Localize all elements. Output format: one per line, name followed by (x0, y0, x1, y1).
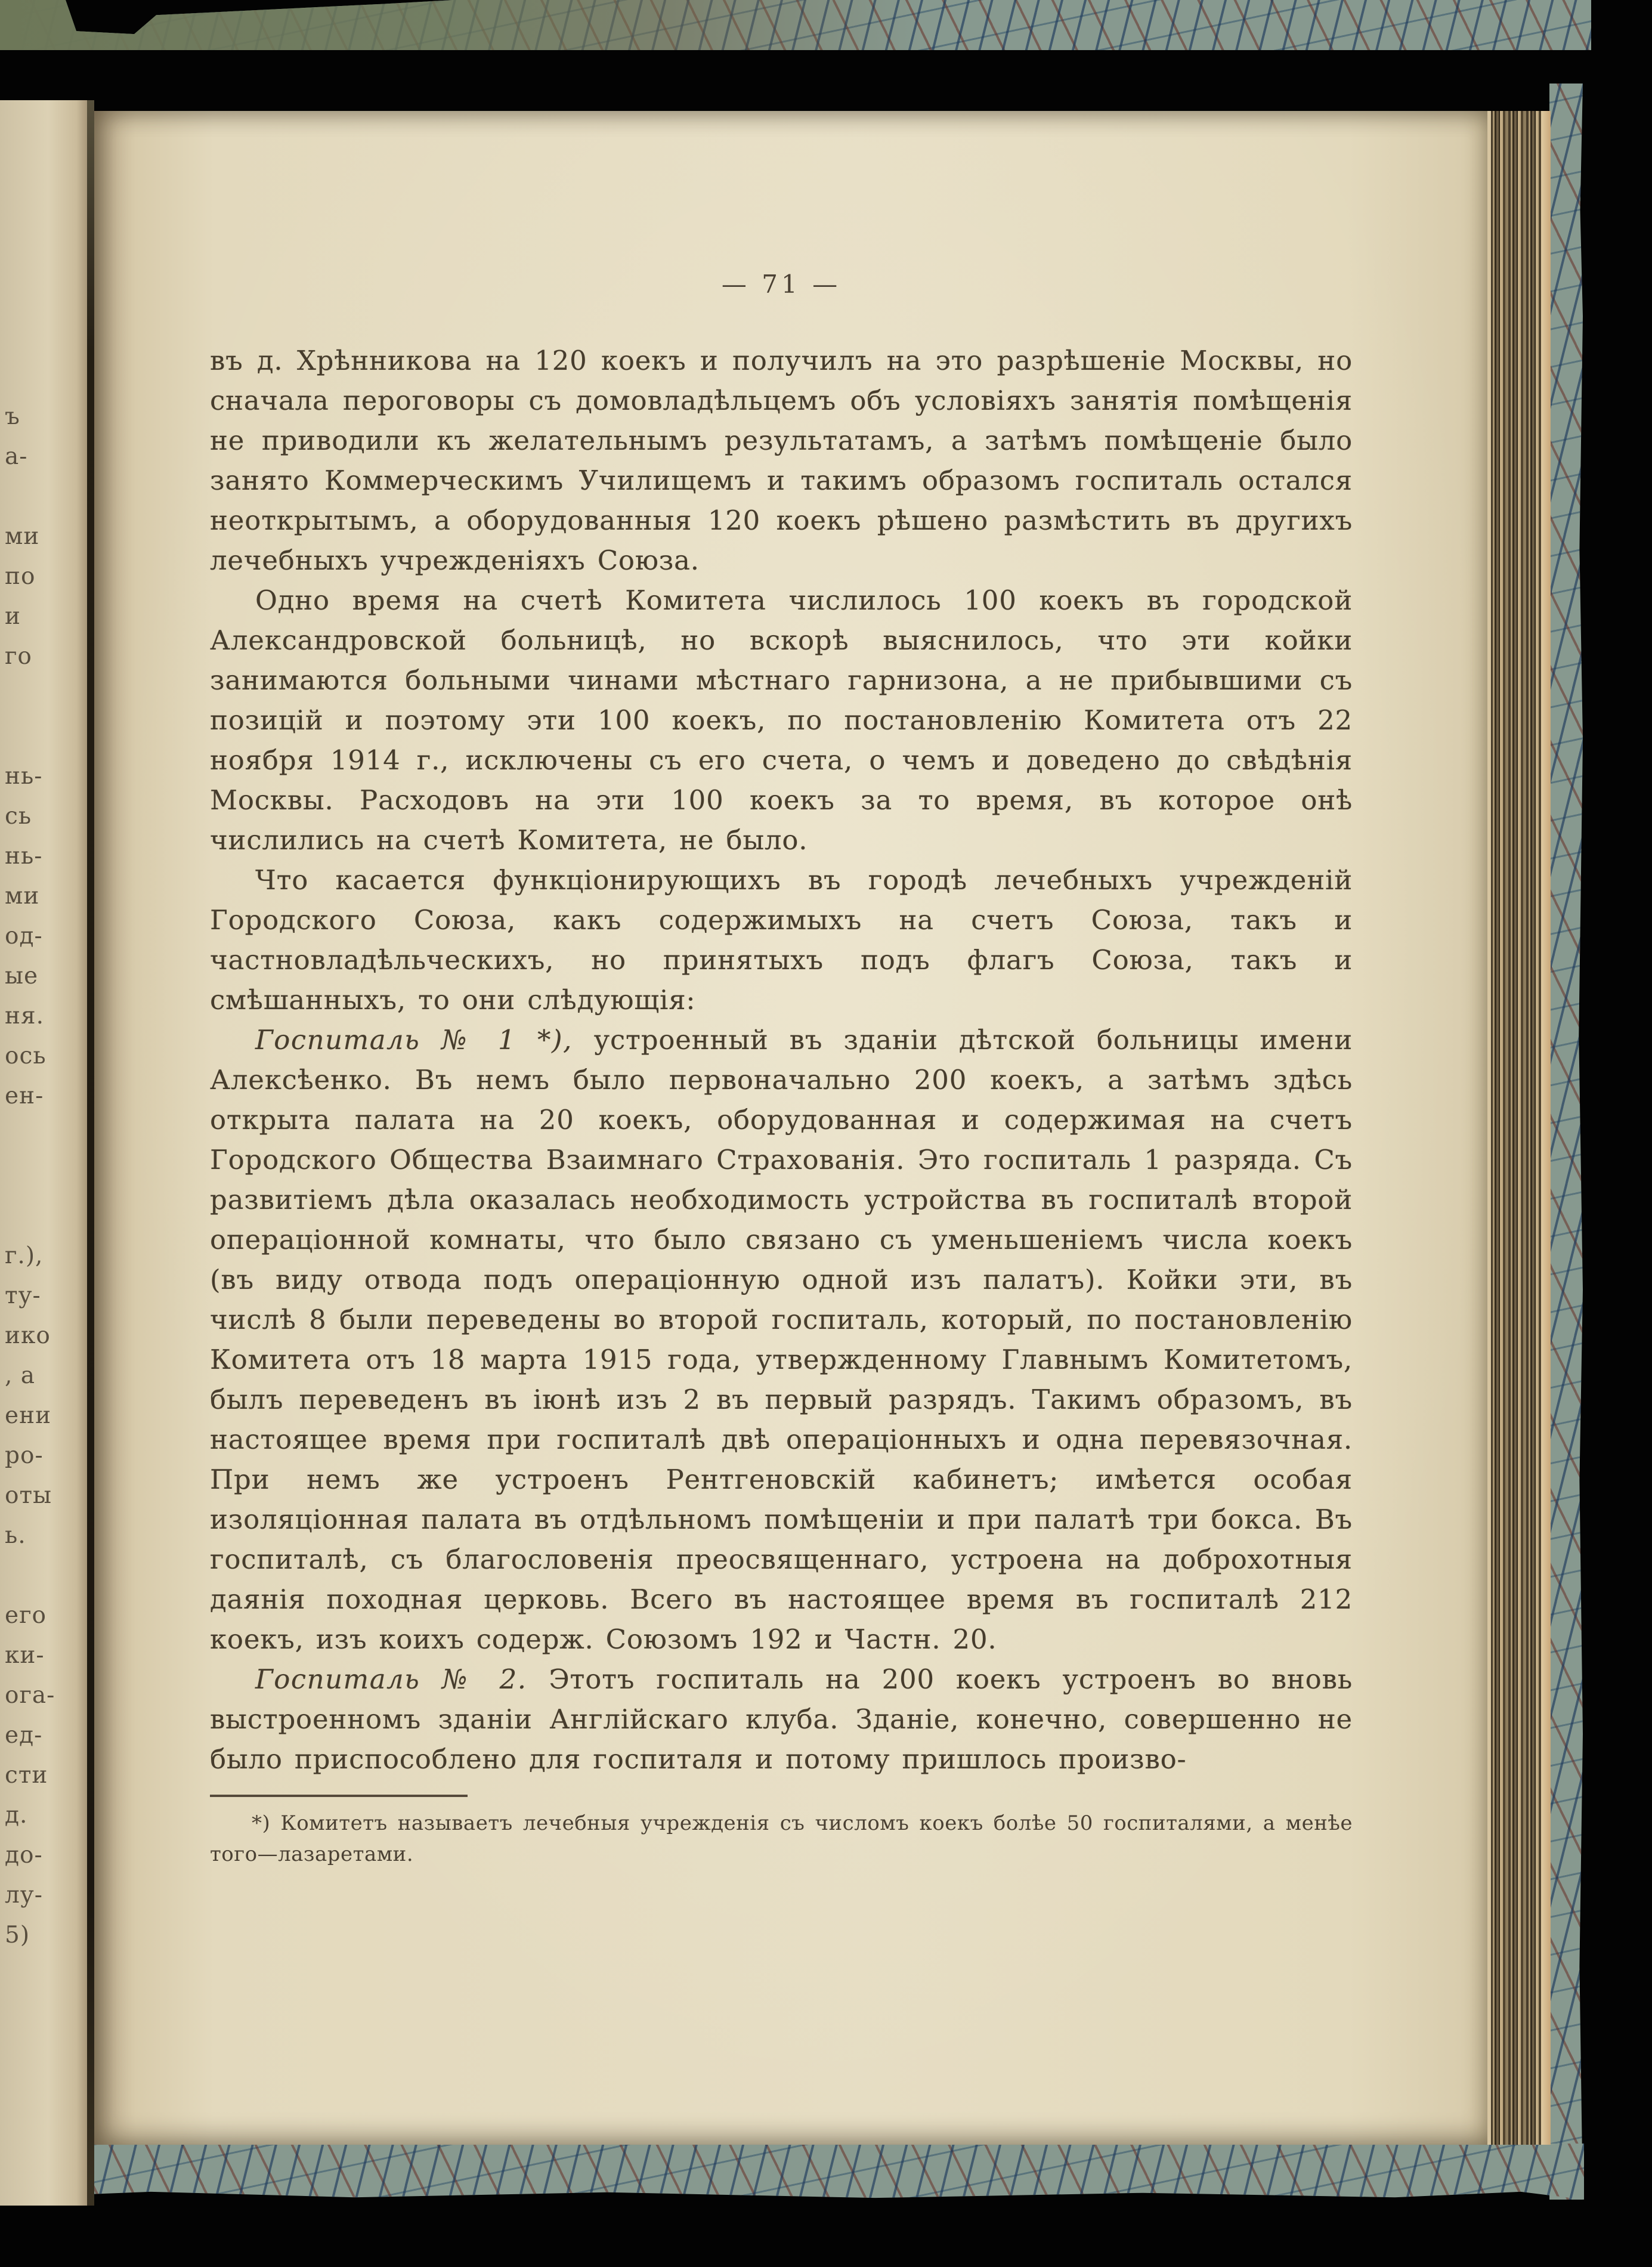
facing-page-text-fragment: нь- (5, 843, 43, 870)
facing-page-text-fragment: ед- (5, 1722, 43, 1749)
text-column (210, 270, 1353, 1870)
facing-page-text-fragment (0, 1555, 87, 1595)
facing-page-text-fragment (0, 676, 87, 716)
facing-page-text-fragment: ось (5, 1043, 47, 1069)
book-page (94, 111, 1487, 2145)
book-cover-bottom-edge (8, 2144, 1584, 2200)
book-cover-right-edge (1549, 83, 1583, 2200)
facing-page-text-fragment: ени (5, 1402, 52, 1429)
paragraph-lead-italic: Госпиталь № 1 *), (255, 1024, 594, 1056)
facing-page-text-fragment: г.), (5, 1242, 44, 1269)
facing-page-sliver (0, 100, 87, 2206)
paragraph: Что касается функціонирующихъ въ городѣ лечебныхъ учрежденій Городского Союза, какъ содержимыхъ на счетъ Союза, такъ и частновладѣльческихъ, но принятыхъ подъ флагъ Союза, такъ и смѣшанныхъ, то они слѣдующія: (210, 864, 1353, 1016)
facing-page-fragments (0, 397, 87, 1955)
facing-page-text-fragment: ъ (5, 403, 20, 430)
paragraph-lead-italic: Госпиталь № 2. (255, 1663, 549, 1695)
footnote-divider (210, 1795, 468, 1797)
facing-page-text-fragment: ту- (5, 1282, 41, 1309)
facing-page-text-fragment: нь- (5, 763, 43, 790)
page-number: — 71 — (721, 270, 842, 299)
facing-page-text-fragment: ога- (5, 1682, 55, 1709)
facing-page-text-fragment: а- (5, 443, 28, 470)
facing-page-text-fragment: ми (5, 883, 40, 910)
facing-page-text-fragment: од- (5, 923, 43, 950)
facing-page-text-fragment: ки- (5, 1642, 45, 1669)
facing-page-text-fragment (0, 477, 87, 517)
facing-page-text-fragment (0, 716, 87, 756)
facing-page-text-fragment: лу- (5, 1882, 43, 1909)
paragraph: въ д. Хрѣнникова на 120 коекъ и получилъ на это разрѣшеніе Москвы, но сначала пероговоры съ домовладѣльцемъ объ условіяхъ занятія помѣщенія не приводили къ желательнымъ результатамъ, а затѣмъ помѣщеніе было занято Коммерческимъ Училищемъ и такимъ образомъ госпиталь остался неоткрытымъ, а оборудованныя 120 коекъ рѣшено размѣстить въ другихъ лечебныхъ учрежденіяхъ Союза. (210, 345, 1353, 576)
facing-page-text-fragment: ь. (5, 1522, 26, 1549)
facing-page-text-fragment: ми (5, 523, 40, 550)
book-gutter (87, 100, 94, 2206)
facing-page-text-fragment: ен- (5, 1083, 44, 1109)
page-edge-stack (1487, 111, 1549, 2145)
facing-page-text-fragment: ро- (5, 1442, 44, 1469)
paragraph: Госпиталь № 1 *), устроенный въ зданіи дѣтской больницы имени Алексѣенко. Въ немъ было первоначально 200 коекъ, а затѣмъ здѣсь открыта палата на 20 коекъ, оборудованная и содержимая на счетъ Городского Общества Взаимнаго Страхованія. Это госпиталь 1 разряда. Съ развитіемъ дѣла оказалась необходимость устройства въ госпиталѣ второй операціонной комнаты, что было связано съ уменьшеніемъ числа коекъ (въ виду отвода подъ операціонную одной изъ палатъ). Койки эти, въ числѣ 8 были переведены во второй госпиталь, который, по постановленію Комитета отъ 18 марта 1915 года, утвержденному Главнымъ Комитетомъ, былъ переведенъ въ іюнѣ изъ 2 въ первый разрядъ. Такимъ образомъ, въ настоящее время при госпиталѣ двѣ операціонныхъ и одна перевязочная. При немъ же устроенъ Рентгеновскій кабинетъ; имѣется особая изоляціонная палата въ отдѣльномъ помѣщеніи и при палатѣ три бокса. Въ госпиталѣ, съ благословенія преосвященнаго, устроена на доброхотныя даянія походная церковь. Всего въ настоящее время въ госпиталѣ 212 коекъ, изъ коихъ содерж. Союзомъ 192 и Частн. 20. (210, 1024, 1353, 1655)
facing-page-text-fragment (0, 1196, 87, 1236)
facing-page-text-fragment (0, 1156, 87, 1196)
facing-page-text-fragment: , а (5, 1362, 36, 1389)
facing-page-text-fragment: 5) (5, 1922, 30, 1949)
facing-page-text-fragment: сти (5, 1762, 48, 1789)
facing-page-text-fragment: сь (5, 803, 32, 830)
facing-page-text-fragment: оты (5, 1482, 52, 1509)
paragraph: Одно время на счетѣ Комитета числилось 100 коекъ въ городской Александровской больницѣ, но вскорѣ выяснилось, что эти койки занимаются больными чинами мѣстнаго гарнизона, а не прибывшими съ позицій и поэтому эти 100 коекъ, по постановленію Комитета отъ 22 ноября 1914 г., исключены съ его счета, о чемъ и доведено до свѣдѣнія Москвы. Расходовъ на эти 100 коекъ за то время, въ которое онѣ числились на счетѣ Комитета, не было. (210, 584, 1353, 856)
facing-page-text-fragment: д. (5, 1802, 28, 1829)
book-cover-top-edge (0, 0, 1591, 50)
facing-page-text-fragment: ико (5, 1322, 51, 1349)
facing-page-text-fragment (0, 1116, 87, 1156)
footnote-text: *) Комитетъ называетъ лечебныя учрежденія съ числомъ коекъ болѣе 50 госпиталями, а менѣе того—лазаретами. (210, 1811, 1353, 1866)
facing-page-text-fragment: ые (5, 963, 39, 989)
facing-page-text-fragment: по (5, 563, 36, 590)
facing-page-text-fragment: го (5, 643, 32, 670)
facing-page-text-fragment: и (5, 603, 21, 630)
facing-page-text-fragment: до- (5, 1842, 43, 1869)
body-text (210, 341, 1353, 1779)
paragraph: Госпиталь № 2. Этотъ госпиталь на 200 коекъ устроенъ во вновь выстроенномъ зданіи Англійскаго клуба. Зданіе, конечно, совершенно не было приспособлено для госпиталя и потому пришлось произво- (210, 1663, 1353, 1775)
facing-page-text-fragment: ня. (5, 1003, 44, 1029)
facing-page-text-fragment: его (5, 1602, 47, 1629)
